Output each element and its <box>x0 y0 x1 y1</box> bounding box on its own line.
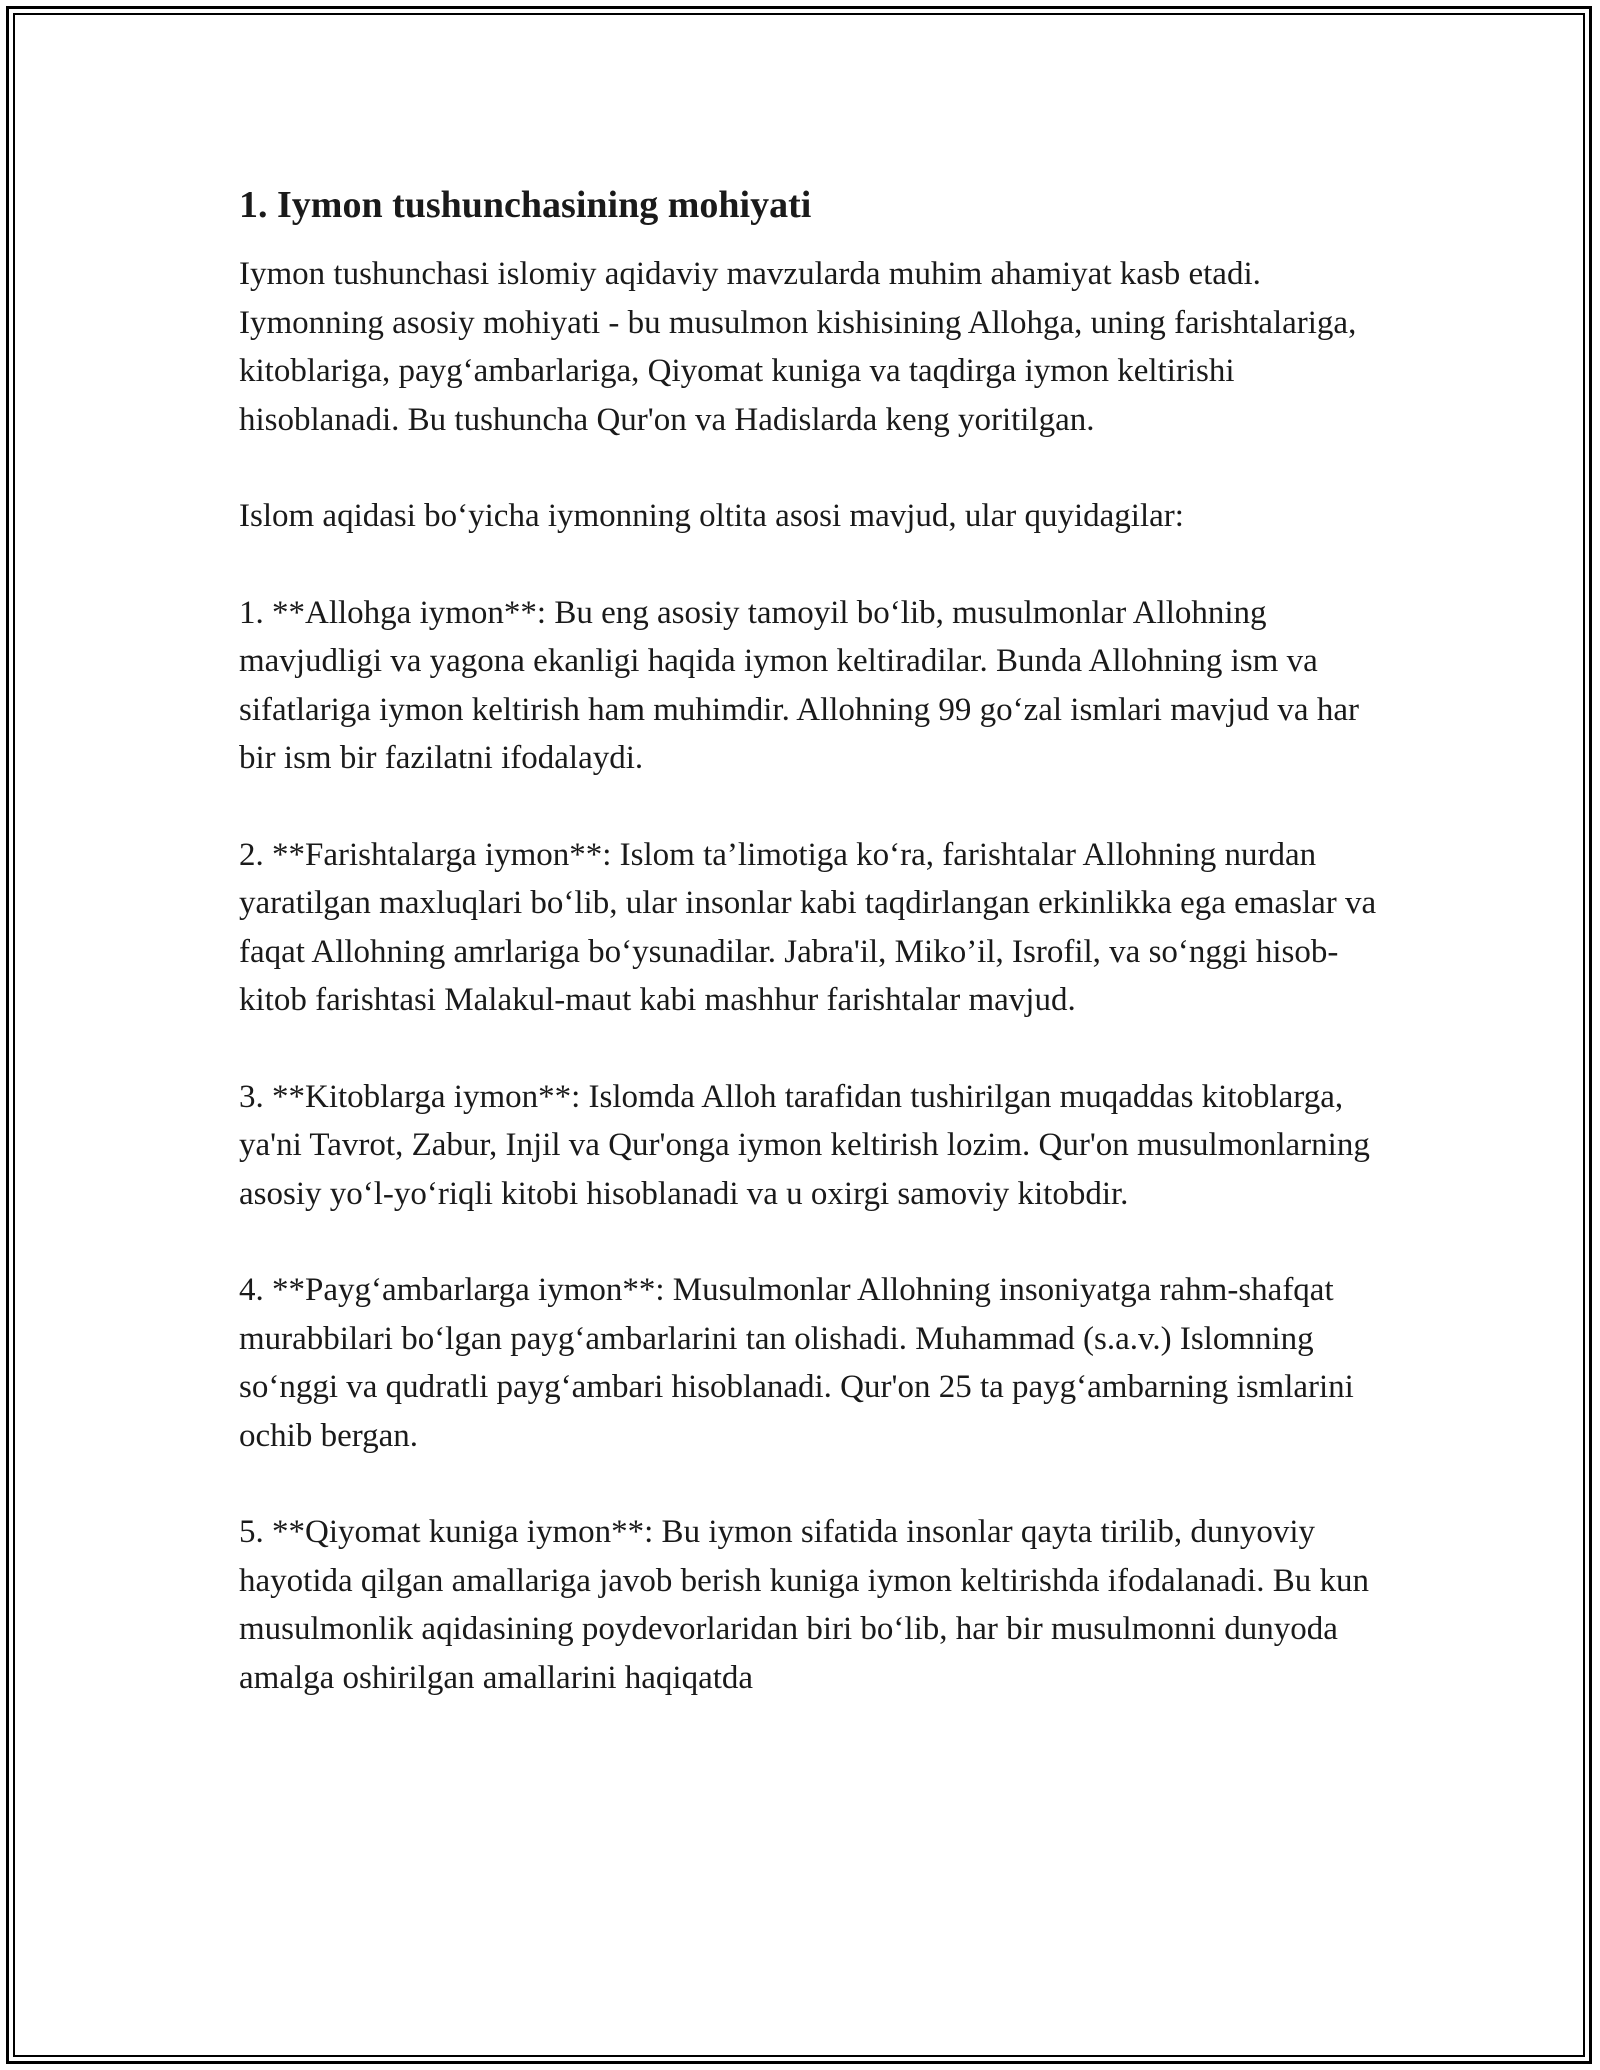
list-item-qiyomat-kuniga-iymon: 5. **Qiyomat kuniga iymon**: Bu iymon sifatida insonlar qayta tirilib, dunyoviy hayotida qilgan amallariga javob berish kuniga iymon keltirishda ifodalanadi. Bu kun musulmonlik aqidasining poydevorlaridan biri bo‘lib, har bir musulmonni dunyoda amalga oshirilgan amallarini haqiqatda <box>239 1514 1369 1696</box>
list-item-paygambarlarga-iymon: 4. **Payg‘ambarlarga iymon**: Musulmonlar Allohning insoniyatga rahm-shafqat murabbilari bo‘lgan payg‘ambarlarini tan olishadi. Muhammad (s.a.v.) Islomning so‘nggi va qudratli payg‘ambari hisoblanadi. Qur'on 25 ta payg‘ambarning ismlarini ochib bergan. <box>239 1272 1354 1454</box>
intro-paragraph: Iymon tushunchasi islomiy aqidaviy mavzularda muhim ahamiyat kasb etadi. Iymonning asosiy mohiyati - bu musulmon kishisining Allohga, uning farishtalariga, kitoblariga, payg‘ambarlariga, Qiyomat kuniga va taqdirga iymon keltirishi hisoblanadi. Bu tushuncha Qur'on va Hadislarda keng yoritilgan. <box>239 256 1357 438</box>
list-item-allohga-iymon: 1. **Allohga iymon**: Bu eng asosiy tamoyil bo‘lib, musulmonlar Allohning mavjudligi va yagona ekanligi haqida iymon keltiradilar. Bunda Allohning ism va sifatlariga iymon keltirish ham muhimdir. Allohning 99 go‘zal ismlari mavjud va har bir ism bir fazilatni ifodalaydi. <box>239 594 1359 777</box>
section-heading: 1. Iymon tushunchasining mohiyati <box>239 184 812 226</box>
list-intro-paragraph: Islom aqidasi bo‘yicha iymonning oltita asosi mavjud, ular quyidagilar: <box>239 498 1184 535</box>
list-item-farishtalarga-iymon: 2. **Farishtalarga iymon**: Islom ta’limotiga ko‘ra, farishtalar Allohning nurdan yaratilgan maxluqlari bo‘lib, ular insonlar kabi taqdirlangan erkinlikka ega emaslar va faqat Allohning amrlariga bo‘ysunadilar. Jabra'il, Miko’il, Isrofil, va so‘nggi hisob-kitob farishtasi Malakul-maut kabi mashhur farishtalar mavjud. <box>239 836 1377 1019</box>
page-border <box>6 6 1592 2064</box>
document-body <box>239 181 1379 1750</box>
list-item-kitoblarga-iymon: 3. **Kitoblarga iymon**: Islomda Alloh tarafidan tushirilgan muqaddas kitoblarga, ya'ni Tavrot, Zabur, Injil va Qur'onga iymon keltirish lozim. Qur'on musulmonlarning asosiy yo‘l-yo‘riqli kitobi hisoblanadi va u oxirgi samoviy kitobdir. <box>239 1078 1370 1212</box>
